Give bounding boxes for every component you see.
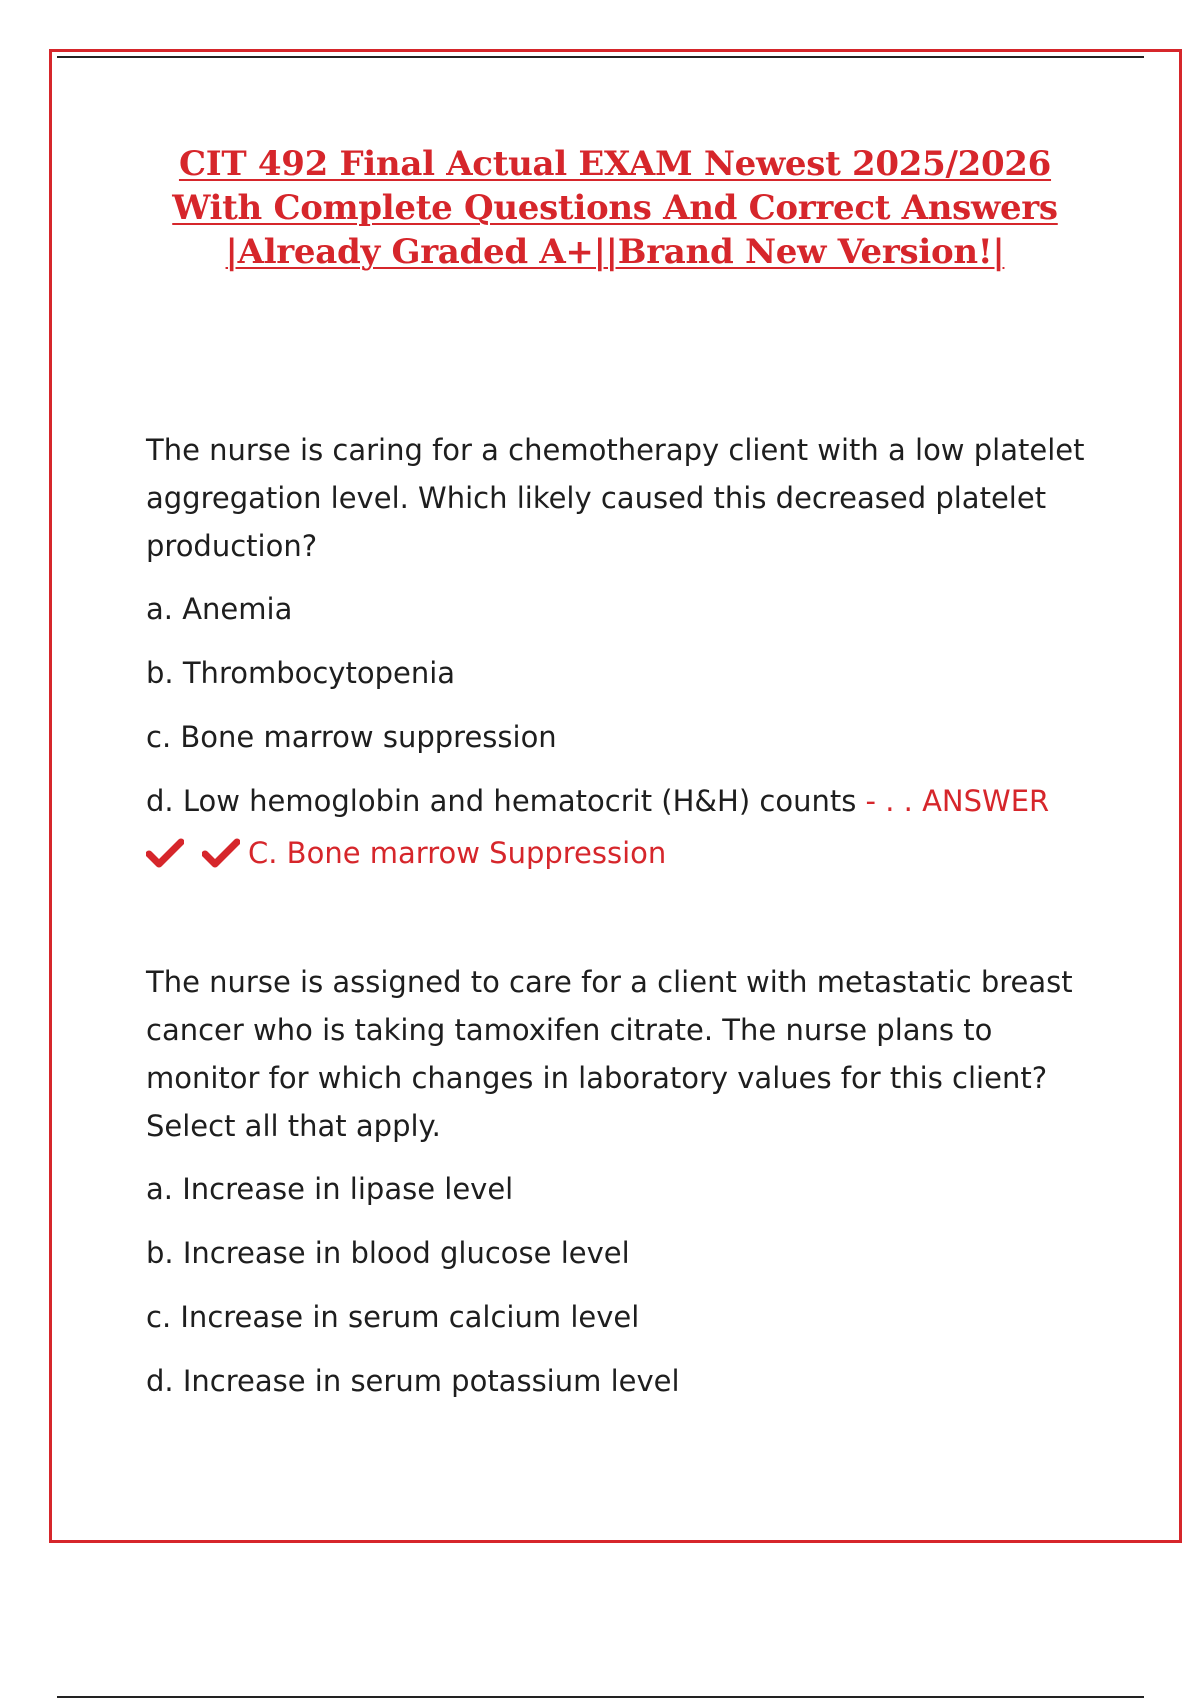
title-line-3: |Already Graded A+||Brand New Version!| — [225, 232, 1005, 272]
question-block-2 — [146, 958, 1106, 1420]
question-text: The nurse is caring for a chemotherapy client with a low platelet aggregation level. Which likely caused this decreased platelet production? — [146, 433, 1085, 563]
option-b: b. Increase in blood glucose level — [146, 1236, 630, 1270]
option-d: d. Increase in serum potassium level — [146, 1364, 680, 1398]
question-block-1 — [146, 426, 1106, 878]
checkmark-icon — [202, 838, 240, 868]
title-line-1: CIT 492 Final Actual EXAM Newest 2025/2026 — [178, 144, 1052, 184]
option-d-label: d. Low hemoglobin and hematocrit (H&H) counts — [146, 784, 857, 818]
answer-marker: - . . ANSWER — [856, 784, 1050, 818]
option-c: c. Increase in serum calcium level — [146, 1300, 640, 1334]
option-a: a. Anemia — [146, 592, 293, 626]
option-b: b. Thrombocytopenia — [146, 656, 456, 690]
bottom-divider — [57, 1696, 1144, 1698]
question-text: The nurse is assigned to care for a client with metastatic breast cancer who is taking tamoxifen citrate. The nurse plans to monitor for which changes in laboratory values for this client? Select all that apply. — [146, 965, 1073, 1143]
option-a: a. Increase in lipase level — [146, 1172, 514, 1206]
option-d — [146, 776, 1106, 826]
option-c: c. Bone marrow suppression — [146, 720, 557, 754]
title-line-2: With Complete Questions And Correct Answers — [172, 188, 1058, 228]
checkmark-icon — [146, 838, 184, 868]
document-title — [120, 142, 1110, 274]
answer-line — [146, 828, 1106, 878]
correct-answer: C. Bone marrow Suppression — [248, 836, 667, 870]
